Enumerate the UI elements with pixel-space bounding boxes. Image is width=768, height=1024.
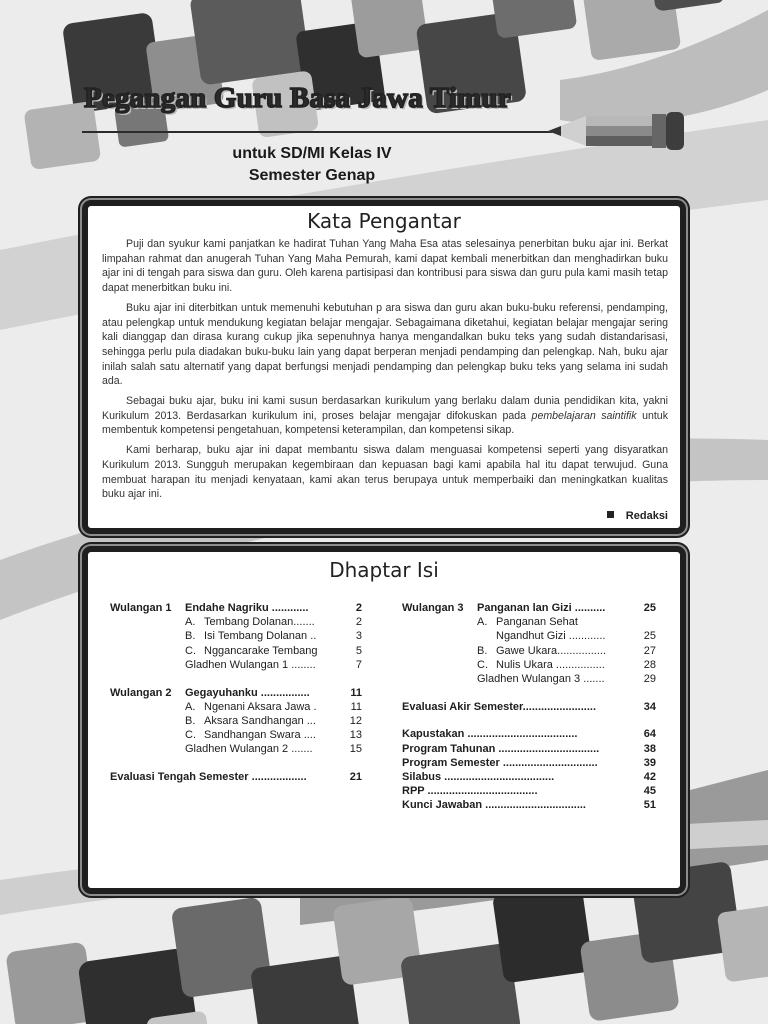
signature	[607, 510, 668, 522]
entry-text: Evaluasi Tengah Semester ..................	[110, 771, 307, 784]
chapter-title: Panganan lan Gizi ..........	[477, 602, 606, 614]
signature-text: Redaksi	[625, 510, 668, 522]
toc-entry[interactable]	[110, 714, 362, 728]
toc-left-column	[110, 601, 362, 784]
foreword-paragraph-4: Kami berharap, buku ajar ini dapat membantu siswa dalam menguasai kompetensi seperti yang disyaratkan Kurikulum 2013. Sungguh merupakan kegembiraan dan kepuasan bagi kami apabila hal itu dapat terwujud. Guna membuat harapan itu menjadi kenyataan, kami akan terus berupaya untuk memperbaiki dan meningkatkan kualitas buku ajar ini.	[102, 444, 668, 501]
page-number: 11	[350, 700, 362, 713]
entry-text: Panganan Sehat	[496, 616, 578, 629]
entry-letter: B.	[477, 644, 488, 657]
toc-entry[interactable]	[402, 672, 656, 686]
square-bullet-icon	[607, 511, 614, 518]
foreword-paragraph-3-start: Sebagai buku ajar, buku ini kami susun berdasarkan kurikulum yang berlaku dalam dunia pendidikan kita, yakni Kurikulum 2013. Berdasarkan kurikulum ini, proses belajar mengajar difokuskan pada	[102, 395, 668, 422]
toc-back-entry[interactable]	[402, 742, 656, 756]
entry-letter: C.	[185, 644, 196, 657]
page-number: 51	[643, 799, 656, 812]
entry-letter: B.	[185, 630, 196, 643]
toc-entry[interactable]	[110, 644, 362, 658]
toc-entry[interactable]	[110, 629, 362, 643]
foreword-paragraph-3-end: untuk membentuk kompetensi pengetahuan, kompetensi keterampilan, dan kompetensi sikap.	[102, 409, 668, 437]
toc-back-entry[interactable]	[402, 756, 656, 770]
toc-entry[interactable]	[110, 658, 362, 672]
entry-text: Isi Tembang Dolanan ..	[204, 630, 317, 643]
toc-entry[interactable]	[110, 700, 362, 714]
page-number: 45	[643, 785, 656, 798]
page-number: 3	[355, 630, 362, 643]
entry-text: Silabus ....................................	[402, 771, 555, 784]
entry-text: Kapustakan ....................................	[402, 728, 578, 741]
toc-final-evaluation[interactable]	[402, 700, 656, 714]
entry-text: Gawe Ukara................	[496, 644, 607, 657]
toc-panel	[82, 546, 686, 894]
page-number: 28	[643, 658, 656, 671]
entry-text: Gladhen Wulangan 3 .......	[477, 673, 605, 686]
page-number: 7	[355, 658, 362, 671]
page-number: 21	[349, 771, 362, 784]
entry-text: Ngandhut Gizi ............	[496, 630, 606, 643]
toc-back-entry[interactable]	[402, 784, 656, 798]
toc-right-column	[402, 601, 656, 813]
title-rule	[82, 131, 557, 133]
foreword-paragraph-2: Buku ajar ini diterbitkan untuk memenuhi kebutuhan p ara siswa dan guru akan buku-buku referensi, pendamping, atau pelengkap untuk mendukung kegiatan belajar mengajar. Sebagaimana diketahui, kegiatan belajar mengajar sering kali dianggap dan dirasa kurang cukup jika sepenuhnya hanya mengandalkan buku teks yang sudah distandarisasi, sehingga perlu pula diadakan buku-buku lain yang dapat berperan menjadi pendamping dan pelengkap. Nah, buku ajar inilah salah satu alternatif yang dapat berfungsi menjadi pendamping dan pelengkap buku teks yang selama ini sudah ada.	[102, 301, 668, 388]
page-number: 12	[349, 714, 362, 727]
entry-text: Gladhen Wulangan 2 .......	[185, 743, 313, 756]
chapter-label: Wulangan 1	[110, 602, 172, 614]
entry-text: Gladhen Wulangan 1 ........	[185, 658, 316, 671]
entry-letter: C.	[185, 729, 196, 742]
foreword-body	[88, 233, 680, 502]
entry-letter: A.	[185, 700, 196, 713]
page-number: 2	[355, 616, 362, 629]
toc-back-entry[interactable]	[402, 798, 656, 812]
foreword-panel	[82, 200, 686, 534]
foreword-title: Kata Pengantar	[307, 209, 461, 233]
entry-text: Aksara Sandhangan ...	[204, 714, 316, 727]
toc-chapter-3[interactable]	[402, 601, 656, 615]
page-number: 11	[350, 686, 362, 699]
toc-entry[interactable]	[402, 644, 656, 658]
pencil-icon	[548, 106, 686, 156]
chapter-title: Endahe Nagriku ............	[185, 602, 309, 614]
entry-text: Nulis Ukara ................	[496, 658, 605, 671]
entry-letter: A.	[185, 616, 196, 629]
toc-title: Dhaptar Isi	[329, 558, 439, 582]
entry-letter: B.	[185, 714, 196, 727]
entry-text: Sandhangan Swara ....	[204, 729, 316, 742]
subtitle-grade: untuk SD/MI Kelas IV	[232, 145, 392, 162]
entry-letter: C.	[477, 658, 488, 671]
toc-entry[interactable]	[402, 658, 656, 672]
page-number: 25	[643, 602, 656, 614]
book-title: Pegangan Guru Basa Jawa Timur	[84, 82, 511, 114]
subtitle-semester: Semester Genap	[248, 167, 376, 184]
page-number: 27	[643, 644, 656, 657]
chapter-label: Wulangan 2	[110, 686, 172, 699]
entry-text: Program Semester ...............................	[402, 756, 598, 769]
entry-text: Evaluasi Akir Semester........................	[402, 700, 597, 713]
page-number: 64	[643, 728, 656, 741]
page-number: 13	[349, 729, 362, 742]
page-number: 42	[643, 771, 656, 784]
foreword-paragraph-3	[102, 394, 668, 438]
page-number: 15	[349, 743, 362, 756]
chapter-title: Gegayuhanku ................	[185, 686, 310, 699]
toc-entry[interactable]	[402, 615, 656, 629]
entry-text: Ngenani Aksara Jawa .	[204, 700, 317, 713]
toc-chapter-1[interactable]	[110, 601, 362, 615]
entry-text: Kunci Jawaban .................................	[402, 799, 586, 812]
toc-back-entry[interactable]	[402, 727, 656, 741]
page-number: 29	[643, 673, 656, 686]
entry-text: RPP ....................................	[402, 785, 538, 798]
chapter-label: Wulangan 3	[402, 602, 464, 614]
toc-entry[interactable]	[110, 615, 362, 629]
page-number: 38	[643, 742, 656, 755]
foreword-paragraph-3-emphasis: pembelajaran saintifik	[531, 409, 637, 422]
page-number: 39	[643, 756, 656, 769]
entry-letter: A.	[477, 616, 488, 629]
entry-text: Tembang Dolanan.......	[204, 616, 315, 629]
page-number: 2	[355, 602, 362, 614]
entry-text: Nggancarake Tembang	[204, 644, 318, 657]
toc-entry[interactable]	[110, 742, 362, 756]
page-number: 25	[643, 630, 656, 643]
toc-chapter-2[interactable]	[110, 686, 362, 700]
entry-text: Program Tahunan .................................	[402, 742, 600, 755]
page-number: 5	[355, 644, 362, 657]
toc-back-entry[interactable]	[402, 770, 656, 784]
page-number: 34	[643, 700, 656, 713]
toc-mid-evaluation[interactable]	[110, 770, 362, 784]
foreword-paragraph-1: Puji dan syukur kami panjatkan ke hadirat Tuhan Yang Maha Esa atas selesainya penerbitan buku ajar ini. Berkat limpahan rahmat dan anugerah Tuhan Yang Maha Pemurah, kami dapat kembali menerbitkan dan menghadirkan buku ajar ini di tengah para siswa dan guru. Oleh karena partisipasi dan kontribusi para siswa dan guru pula kami masih tetap dapat menerbitkan buku ini.	[102, 238, 668, 295]
toc-entry-continued[interactable]	[402, 629, 656, 643]
toc-entry[interactable]	[110, 728, 362, 742]
